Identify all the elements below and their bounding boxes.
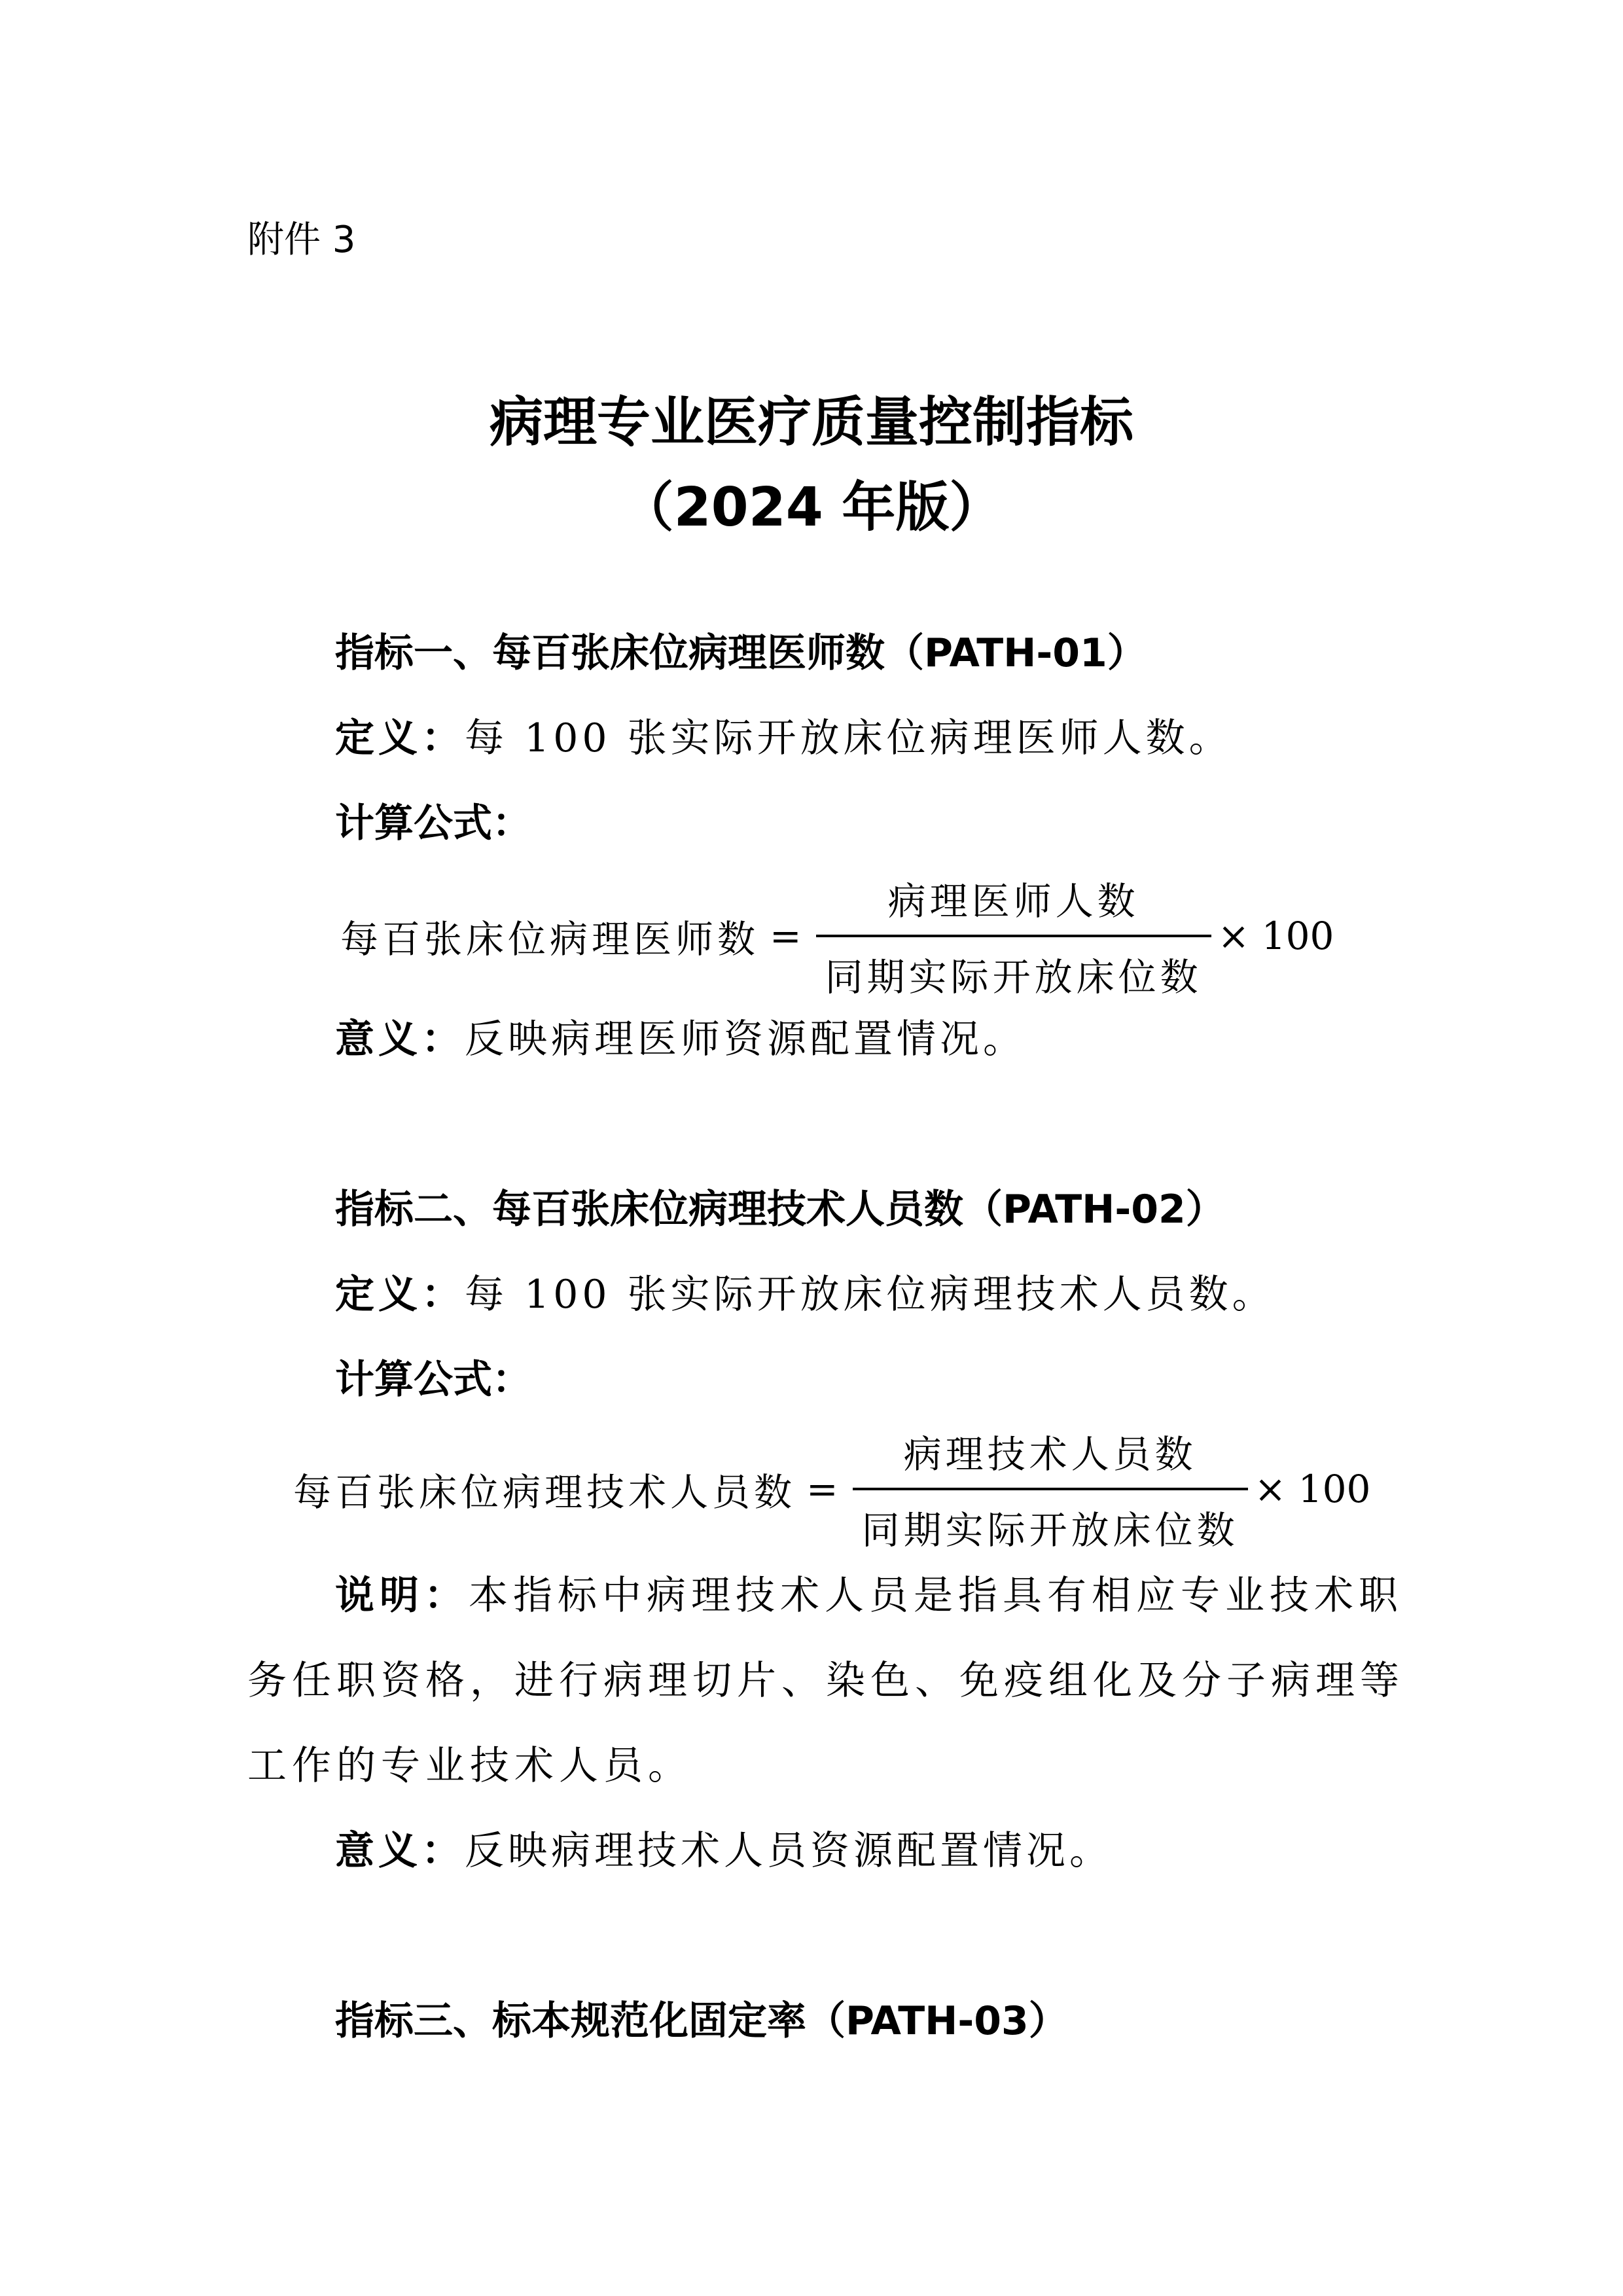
indicator2-heading: 指标二、每百张床位病理技术人员数（PATH-02） <box>335 1187 1225 1232</box>
meaning-label: 意义： <box>335 1828 465 1874</box>
indicator2-meaning <box>335 1820 1113 1876</box>
formula-numerator: 病理医师人数 <box>887 879 1139 924</box>
document-title: 病理专业医疗质量控制指标 <box>489 391 1133 454</box>
formula-denominator: 同期实际开放床位数 <box>825 955 1202 999</box>
attachment-label: 附件 3 <box>247 219 356 261</box>
meaning-text: 反映病理技术人员资源配置情况。 <box>465 1828 1113 1874</box>
indicator1-definition <box>335 707 1232 763</box>
indicator1-formula <box>340 870 1334 1001</box>
indicator1-heading: 指标一、每百张床位病理医师数（PATH-01） <box>335 630 1147 676</box>
indicator2-note-line2: 务任职资格，进行病理切片、染色、免疫组化及分子病理等 <box>247 1658 1404 1704</box>
formula-equals: = <box>806 1467 838 1511</box>
meaning-text: 反映病理医师资源配置情况。 <box>465 1016 1026 1062</box>
formula-multiplier: × 100 <box>1254 1467 1371 1511</box>
indicator2-note-line1 <box>335 1564 1403 1621</box>
definition-label: 定义： <box>335 715 465 761</box>
document-subtitle-year: （2024 年版） <box>620 476 1003 539</box>
formula-multiplier: × 100 <box>1217 914 1334 958</box>
meaning-label: 意义： <box>335 1016 465 1062</box>
formula-fraction <box>816 870 1211 1001</box>
formula-lhs: 每百张床位病理医师数 <box>340 917 760 961</box>
indicator2-definition <box>335 1263 1275 1319</box>
indicator1-meaning <box>335 1008 1026 1064</box>
formula-lhs: 每百张床位病理技术人员数 <box>293 1470 796 1515</box>
definition-text: 每 100 张实际开放床位病理技术人员数。 <box>465 1272 1275 1318</box>
definition-text: 每 100 张实际开放床位病理医师人数。 <box>465 715 1232 761</box>
note-text-line1: 本指标中病理技术人员是指具有相应专业技术职 <box>469 1573 1403 1619</box>
indicator3-heading: 指标三、标本规范化固定率（PATH-03） <box>335 1998 1068 2044</box>
indicator1-formula-label: 计算公式： <box>335 800 531 846</box>
indicator2-formula <box>293 1424 1370 1554</box>
note-label: 说明： <box>335 1573 469 1619</box>
indicator2-note-line3: 工作的专业技术人员。 <box>247 1743 692 1789</box>
formula-denominator: 同期实际开放床位数 <box>861 1508 1239 1552</box>
indicator2-formula-label: 计算公式： <box>335 1357 531 1403</box>
formula-equals: = <box>770 914 802 958</box>
formula-fraction <box>853 1424 1248 1554</box>
definition-label: 定义： <box>335 1272 465 1318</box>
formula-numerator: 病理技术人员数 <box>903 1432 1197 1477</box>
